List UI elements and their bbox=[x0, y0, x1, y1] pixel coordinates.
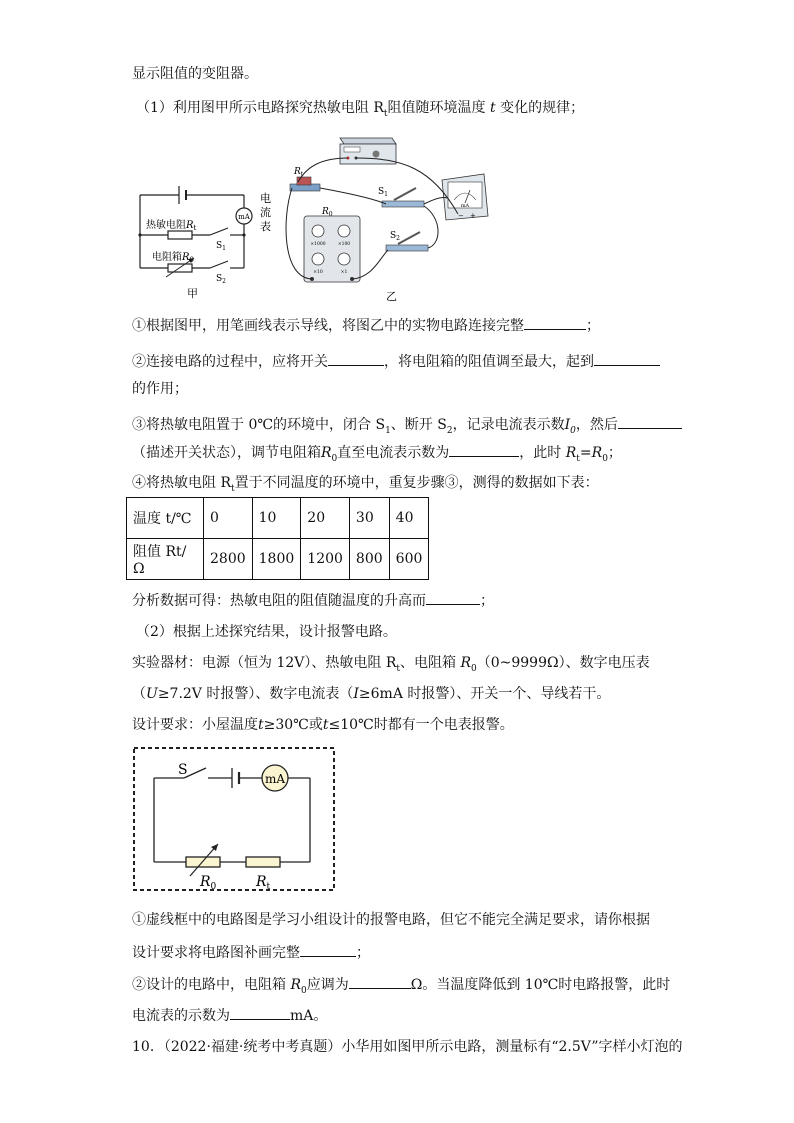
materials-line-1: 实验器材：电源（恒为 12V）、热敏电阻 $R_t$、电阻箱 $R_0(0\sim 9999\Omega)$、数字电压表 bbox=[132, 655, 650, 674]
table-row bbox=[127, 539, 429, 580]
question-step-1: ①根据图甲，用笔画线表示导线，将图乙中的实物电路连接完整 ； bbox=[132, 315, 600, 336]
svg-text:R0: $R_0$ bbox=[200, 874, 217, 892]
answer-line-3: 电流表的示数为 mA。 bbox=[132, 1005, 327, 1026]
question-step-3: ③将热敏电阻置于 0℃的环境中，闭合 $S_1$、断开 $S_2$，记录电流表示数$I_0$，然后 bbox=[132, 414, 682, 441]
svg-text:S2: $S_2$ bbox=[390, 231, 400, 242]
table-cell: 1200 bbox=[301, 539, 350, 580]
svg-text:S1: $S_1$ bbox=[216, 241, 226, 252]
answer-blank[interactable] bbox=[524, 315, 586, 330]
svg-text:×100: ×100 bbox=[337, 242, 351, 247]
svg-text:mA: mA bbox=[264, 772, 286, 786]
table-cell: 30 bbox=[349, 498, 389, 539]
answer-blank[interactable] bbox=[349, 974, 411, 989]
svg-text:+: + bbox=[470, 212, 476, 220]
switch-s1[interactable] bbox=[382, 201, 424, 207]
svg-text:S: S bbox=[178, 762, 188, 778]
answer-line-1-cont: 设计要求将电路图补画完整 ； bbox=[132, 942, 370, 963]
question-step-3-cont: （描述开关状态），调节电阻箱$R_0$直至电流表示数为 ，此时 $R_t=R_0$； bbox=[132, 442, 622, 469]
thermistor-symbol bbox=[246, 857, 280, 867]
switch-s1-symbol bbox=[210, 228, 228, 235]
svg-text:Rt: $R_t$ bbox=[294, 167, 304, 178]
svg-text:S2: $S_2$ bbox=[216, 274, 226, 285]
thermistor-symbol bbox=[168, 231, 192, 239]
requirement-line: 设计要求：小屋温度t≥30℃或t≤10℃时都有一个电表报警。 bbox=[132, 717, 514, 733]
table-cell: 2800 bbox=[204, 539, 253, 580]
table-cell: 800 bbox=[349, 539, 389, 580]
svg-text:mA: mA bbox=[460, 203, 470, 209]
text-line: 显示阻值的变阻器。 bbox=[132, 66, 258, 82]
svg-text:×1: ×1 bbox=[340, 270, 348, 275]
svg-text:乙: 乙 bbox=[386, 290, 397, 303]
materials-line-2: （U≥7.2V 时报警）、数字电流表（I≥6mA 时报警）、开关一个、导线若干。 bbox=[132, 686, 611, 702]
table-cell: 20 bbox=[301, 498, 350, 539]
data-table bbox=[126, 497, 429, 580]
question-step-2-cont: 的作用； bbox=[132, 381, 188, 397]
svg-text:流: 流 bbox=[260, 206, 271, 219]
answer-line-1: ①虚线框中的电路图是学习小组设计的报警电路，但它不能完全满足要求，请你根据 bbox=[132, 912, 650, 928]
answer-blank[interactable] bbox=[618, 414, 682, 429]
table-cell: 0 bbox=[204, 498, 253, 539]
table-cell: 40 bbox=[389, 498, 429, 539]
svg-text:−: − bbox=[458, 212, 464, 220]
table-row bbox=[127, 498, 429, 539]
svg-text:mA: mA bbox=[238, 213, 250, 221]
dial-1000[interactable] bbox=[312, 225, 324, 237]
analysis-line: 分析数据可得：热敏电阻的阻值随温度的升高而 ； bbox=[132, 590, 494, 611]
svg-text:电: 电 bbox=[260, 192, 271, 205]
dashed-frame bbox=[134, 748, 334, 890]
dial-10[interactable] bbox=[312, 253, 324, 265]
question-2-intro: （2）根据上述探究结果，设计报警电路。 bbox=[136, 624, 397, 640]
svg-text:S1: $S_1$ bbox=[378, 187, 388, 198]
svg-text:电阻箱R0: 电阻箱$R_0$ bbox=[152, 252, 194, 264]
table-header: 温度 t/℃ bbox=[127, 498, 204, 539]
question-step-4: ④将热敏电阻 $R_t$置于不同温度的环境中，重复步骤③，测得的数据如下表： bbox=[132, 475, 599, 494]
svg-text:×10: ×10 bbox=[313, 270, 323, 275]
question-step-2: ②连接电路的过程中，应将开关 ，将电阻箱的阻值调至最大，起到 bbox=[132, 351, 660, 372]
answer-line-2: ②设计的电路中，电阻箱 $R_0$应调为 Ω。当温度降低到 10℃时电路报警，此时 bbox=[132, 974, 670, 1001]
svg-text:×1000: ×1000 bbox=[310, 242, 326, 247]
answer-blank[interactable] bbox=[594, 351, 660, 366]
svg-text:表: 表 bbox=[260, 220, 271, 233]
answer-blank[interactable] bbox=[300, 942, 356, 957]
physical-circuit-yi bbox=[282, 128, 522, 306]
svg-text:热敏电阻Rt: 热敏电阻$R_t$ bbox=[146, 220, 197, 232]
answer-blank[interactable] bbox=[230, 1005, 290, 1020]
dial-100[interactable] bbox=[338, 225, 350, 237]
svg-text:R0: $R_0$ bbox=[322, 207, 333, 218]
switch-s2-symbol bbox=[210, 261, 228, 268]
table-cell: 1800 bbox=[252, 539, 301, 580]
question-1-intro: （1）利用图甲所示电路探究热敏电阻 $R_t$阻值随环境温度 t 变化的规律； bbox=[136, 100, 585, 119]
table-cell: 10 bbox=[252, 498, 301, 539]
alarm-circuit-diagram bbox=[132, 746, 338, 894]
answer-blank[interactable] bbox=[449, 442, 519, 457]
answer-blank[interactable] bbox=[328, 351, 384, 366]
answer-blank[interactable] bbox=[426, 590, 480, 605]
svg-text:甲: 甲 bbox=[187, 287, 198, 300]
table-header: 阻值 Rt/Ω bbox=[127, 539, 204, 580]
question-10: 10．（2022·福建·统考中考真题）小华用如图甲所示电路，测量标有“2.5V”字样小灯泡的 bbox=[132, 1039, 683, 1055]
table-cell: 600 bbox=[389, 539, 429, 580]
svg-text:Rt: $R_t$ bbox=[256, 874, 271, 892]
switch-s2[interactable] bbox=[386, 245, 428, 251]
dial-1[interactable] bbox=[338, 253, 350, 265]
circuit-diagram-jia bbox=[132, 180, 272, 300]
